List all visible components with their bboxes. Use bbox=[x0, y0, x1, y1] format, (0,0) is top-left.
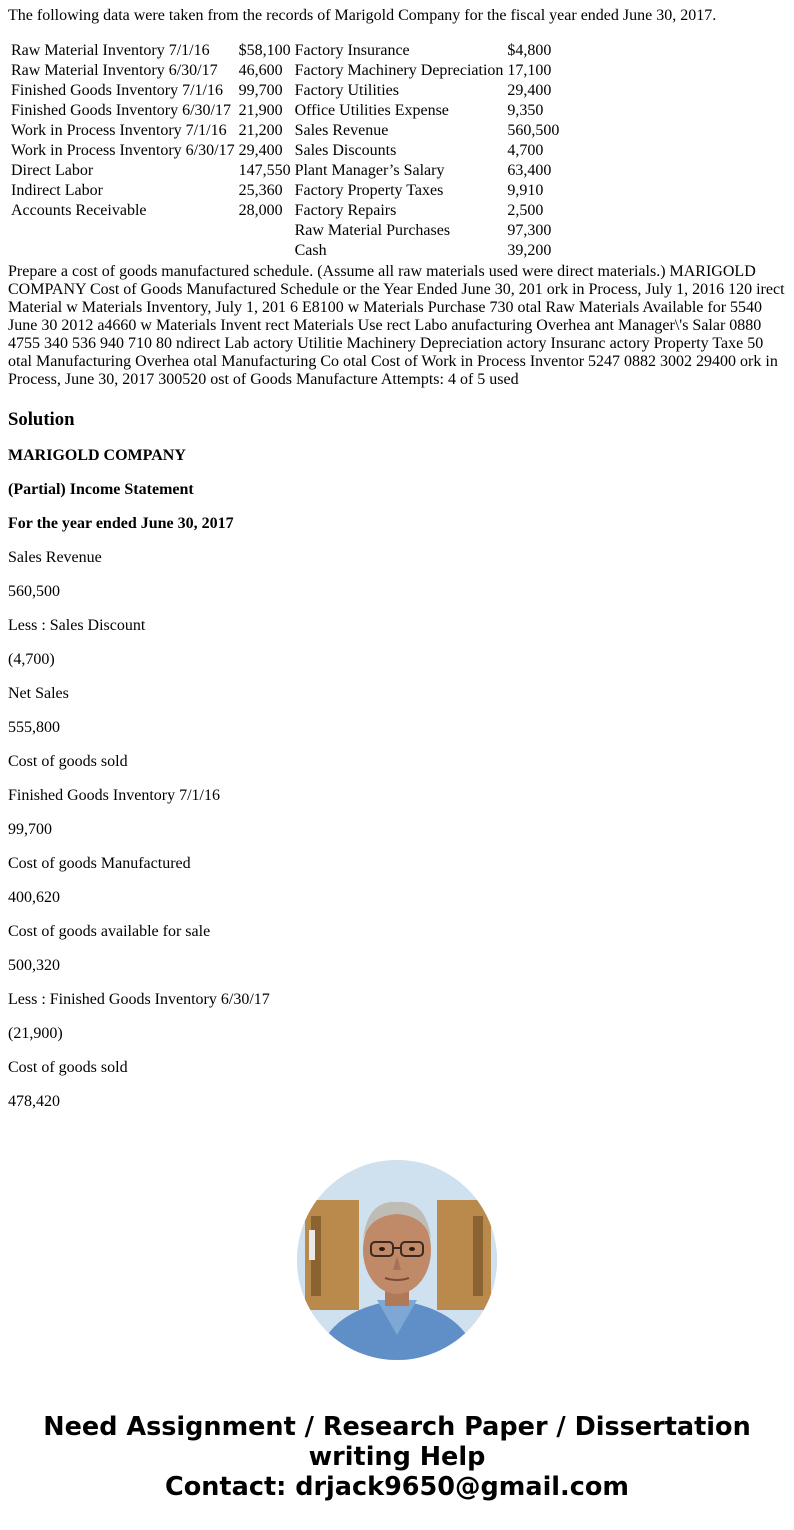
right-label-cell: Plant Manager’s Salary bbox=[294, 162, 445, 179]
right-label-cell: Factory Repairs bbox=[294, 202, 397, 219]
statement-line: (4,700) bbox=[8, 651, 55, 668]
right-label-cell: Factory Machinery Depreciation bbox=[294, 62, 504, 79]
left-label-cell: Indirect Labor bbox=[11, 182, 103, 199]
left-label-cell: Raw Material Inventory 6/30/17 bbox=[11, 62, 218, 79]
table-row bbox=[10, 202, 560, 220]
table-row bbox=[10, 142, 560, 160]
left-label-cell bbox=[10, 222, 236, 240]
right-label-cell: Factory Utilities bbox=[294, 82, 400, 99]
person-portrait-icon bbox=[297, 1160, 497, 1360]
intro-text: The following data were taken from the records of Marigold Company for the fiscal year ended June 30, 2017. bbox=[8, 7, 717, 24]
right-label-cell: Cash bbox=[294, 242, 327, 259]
promo-contact: Contact: drjack9650@gmail.com bbox=[165, 1472, 629, 1502]
table-row bbox=[10, 162, 560, 180]
table-row bbox=[10, 62, 560, 80]
right-label-cell: Office Utilities Expense bbox=[294, 102, 449, 119]
right-value-cell: 97,300 bbox=[507, 222, 552, 239]
table-row bbox=[10, 122, 560, 140]
statement-line: Sales Revenue bbox=[8, 549, 102, 566]
left-label-cell: Direct Labor bbox=[11, 162, 94, 179]
table-row bbox=[10, 82, 560, 100]
right-label-cell: Factory Insurance bbox=[294, 42, 410, 59]
right-value-cell: 4,700 bbox=[507, 142, 544, 159]
left-value-cell: 21,200 bbox=[238, 122, 283, 139]
author-avatar bbox=[297, 1160, 497, 1360]
promo-line-1: Need Assignment / Research Paper / Dissertation writing Help bbox=[43, 1412, 751, 1472]
left-value-cell: $58,100 bbox=[238, 42, 291, 59]
statement-line: 478,420 bbox=[8, 1093, 60, 1110]
right-label-cell: Sales Revenue bbox=[294, 122, 389, 139]
promo-banner bbox=[0, 1412, 794, 1502]
statement-line: Less : Sales Discount bbox=[8, 617, 146, 634]
table-row bbox=[10, 182, 560, 200]
statement-line: 500,320 bbox=[8, 957, 60, 974]
data-table-body bbox=[10, 42, 560, 260]
company-name: MARIGOLD COMPANY bbox=[8, 447, 186, 464]
left-value-cell bbox=[238, 242, 292, 260]
statement-period: For the year ended June 30, 2017 bbox=[8, 515, 234, 532]
right-value-cell: 9,910 bbox=[507, 182, 544, 199]
left-label-cell: Work in Process Inventory 7/1/16 bbox=[11, 122, 227, 139]
left-label-cell: Finished Goods Inventory 7/1/16 bbox=[11, 82, 223, 99]
statement-line: Finished Goods Inventory 7/1/16 bbox=[8, 787, 220, 804]
data-table bbox=[8, 40, 562, 262]
statement-line: 99,700 bbox=[8, 821, 52, 838]
left-value-cell: 99,700 bbox=[238, 82, 283, 99]
right-value-cell: 17,100 bbox=[507, 62, 552, 79]
left-label-cell: Work in Process Inventory 6/30/17 bbox=[11, 142, 235, 159]
table-row bbox=[10, 102, 560, 120]
left-label-cell: Raw Material Inventory 7/1/16 bbox=[11, 42, 210, 59]
statement-line: Cost of goods Manufactured bbox=[8, 855, 191, 872]
right-value-cell: 560,500 bbox=[507, 122, 560, 139]
left-label-cell bbox=[10, 242, 236, 260]
left-value-cell: 147,550 bbox=[238, 162, 291, 179]
left-value-cell: 46,600 bbox=[238, 62, 283, 79]
right-label-cell: Sales Discounts bbox=[294, 142, 397, 159]
left-value-cell: 28,000 bbox=[238, 202, 283, 219]
left-value-cell: 21,900 bbox=[238, 102, 283, 119]
left-label-cell: Accounts Receivable bbox=[11, 202, 147, 219]
right-value-cell: 63,400 bbox=[507, 162, 552, 179]
solution-lines bbox=[8, 549, 786, 1111]
right-value-cell: 9,350 bbox=[507, 102, 544, 119]
right-label-cell: Raw Material Purchases bbox=[294, 222, 451, 239]
table-row bbox=[10, 42, 560, 60]
left-value-cell: 25,360 bbox=[238, 182, 283, 199]
page-content bbox=[0, 7, 794, 1111]
right-value-cell: 2,500 bbox=[507, 202, 544, 219]
statement-line: (21,900) bbox=[8, 1025, 63, 1042]
table-row bbox=[10, 242, 560, 260]
statement-line: 555,800 bbox=[8, 719, 60, 736]
right-value-cell: 39,200 bbox=[507, 242, 552, 259]
statement-line: Cost of goods sold bbox=[8, 753, 128, 770]
right-label-cell: Factory Property Taxes bbox=[294, 182, 444, 199]
statement-line: 400,620 bbox=[8, 889, 60, 906]
left-value-cell bbox=[238, 222, 292, 240]
statement-line: Cost of goods available for sale bbox=[8, 923, 211, 940]
question-text: Prepare a cost of goods manufactured schedule. (Assume all raw materials used were direct materials.) MARIGOLD COMPANY Cost of Goods Manufactured Schedule or the Year Ended June 30, 201 ork in Process, July 1, 2016 120 irect Material w Materials Inventory, July 1, 201 6 E8100 w Materials Purchase 730 otal Raw Materials Available for 5540 June 30 2012 a4660 w Materials Invent rect Materials Use rect Labo anufacturing Overhea ant Manager\'s Salar 0880 4755 340 536 940 710 80 ndirect Lab actory Utilitie Machinery Depreciation actory Insuranc actory Property Taxe 50 otal Manufacturing Overhea otal Manufacturing Co otal Cost of Work in Process Inventor 5247 0882 3002 29400 ork in Process, June 30, 2017 300520 ost of Goods Manufacture Attempts: 4 of 5 used bbox=[8, 263, 785, 388]
right-value-cell: 29,400 bbox=[507, 82, 552, 99]
left-value-cell: 29,400 bbox=[238, 142, 283, 159]
statement-line: 560,500 bbox=[8, 583, 60, 600]
right-value-cell: $4,800 bbox=[507, 42, 552, 59]
statement-line: Less : Finished Goods Inventory 6/30/17 bbox=[8, 991, 270, 1008]
table-row bbox=[10, 222, 560, 240]
statement-line: Net Sales bbox=[8, 685, 69, 702]
statement-line: Cost of goods sold bbox=[8, 1059, 128, 1076]
statement-title: (Partial) Income Statement bbox=[8, 481, 194, 498]
left-label-cell: Finished Goods Inventory 6/30/17 bbox=[11, 102, 231, 119]
solution-heading: Solution bbox=[8, 409, 75, 430]
